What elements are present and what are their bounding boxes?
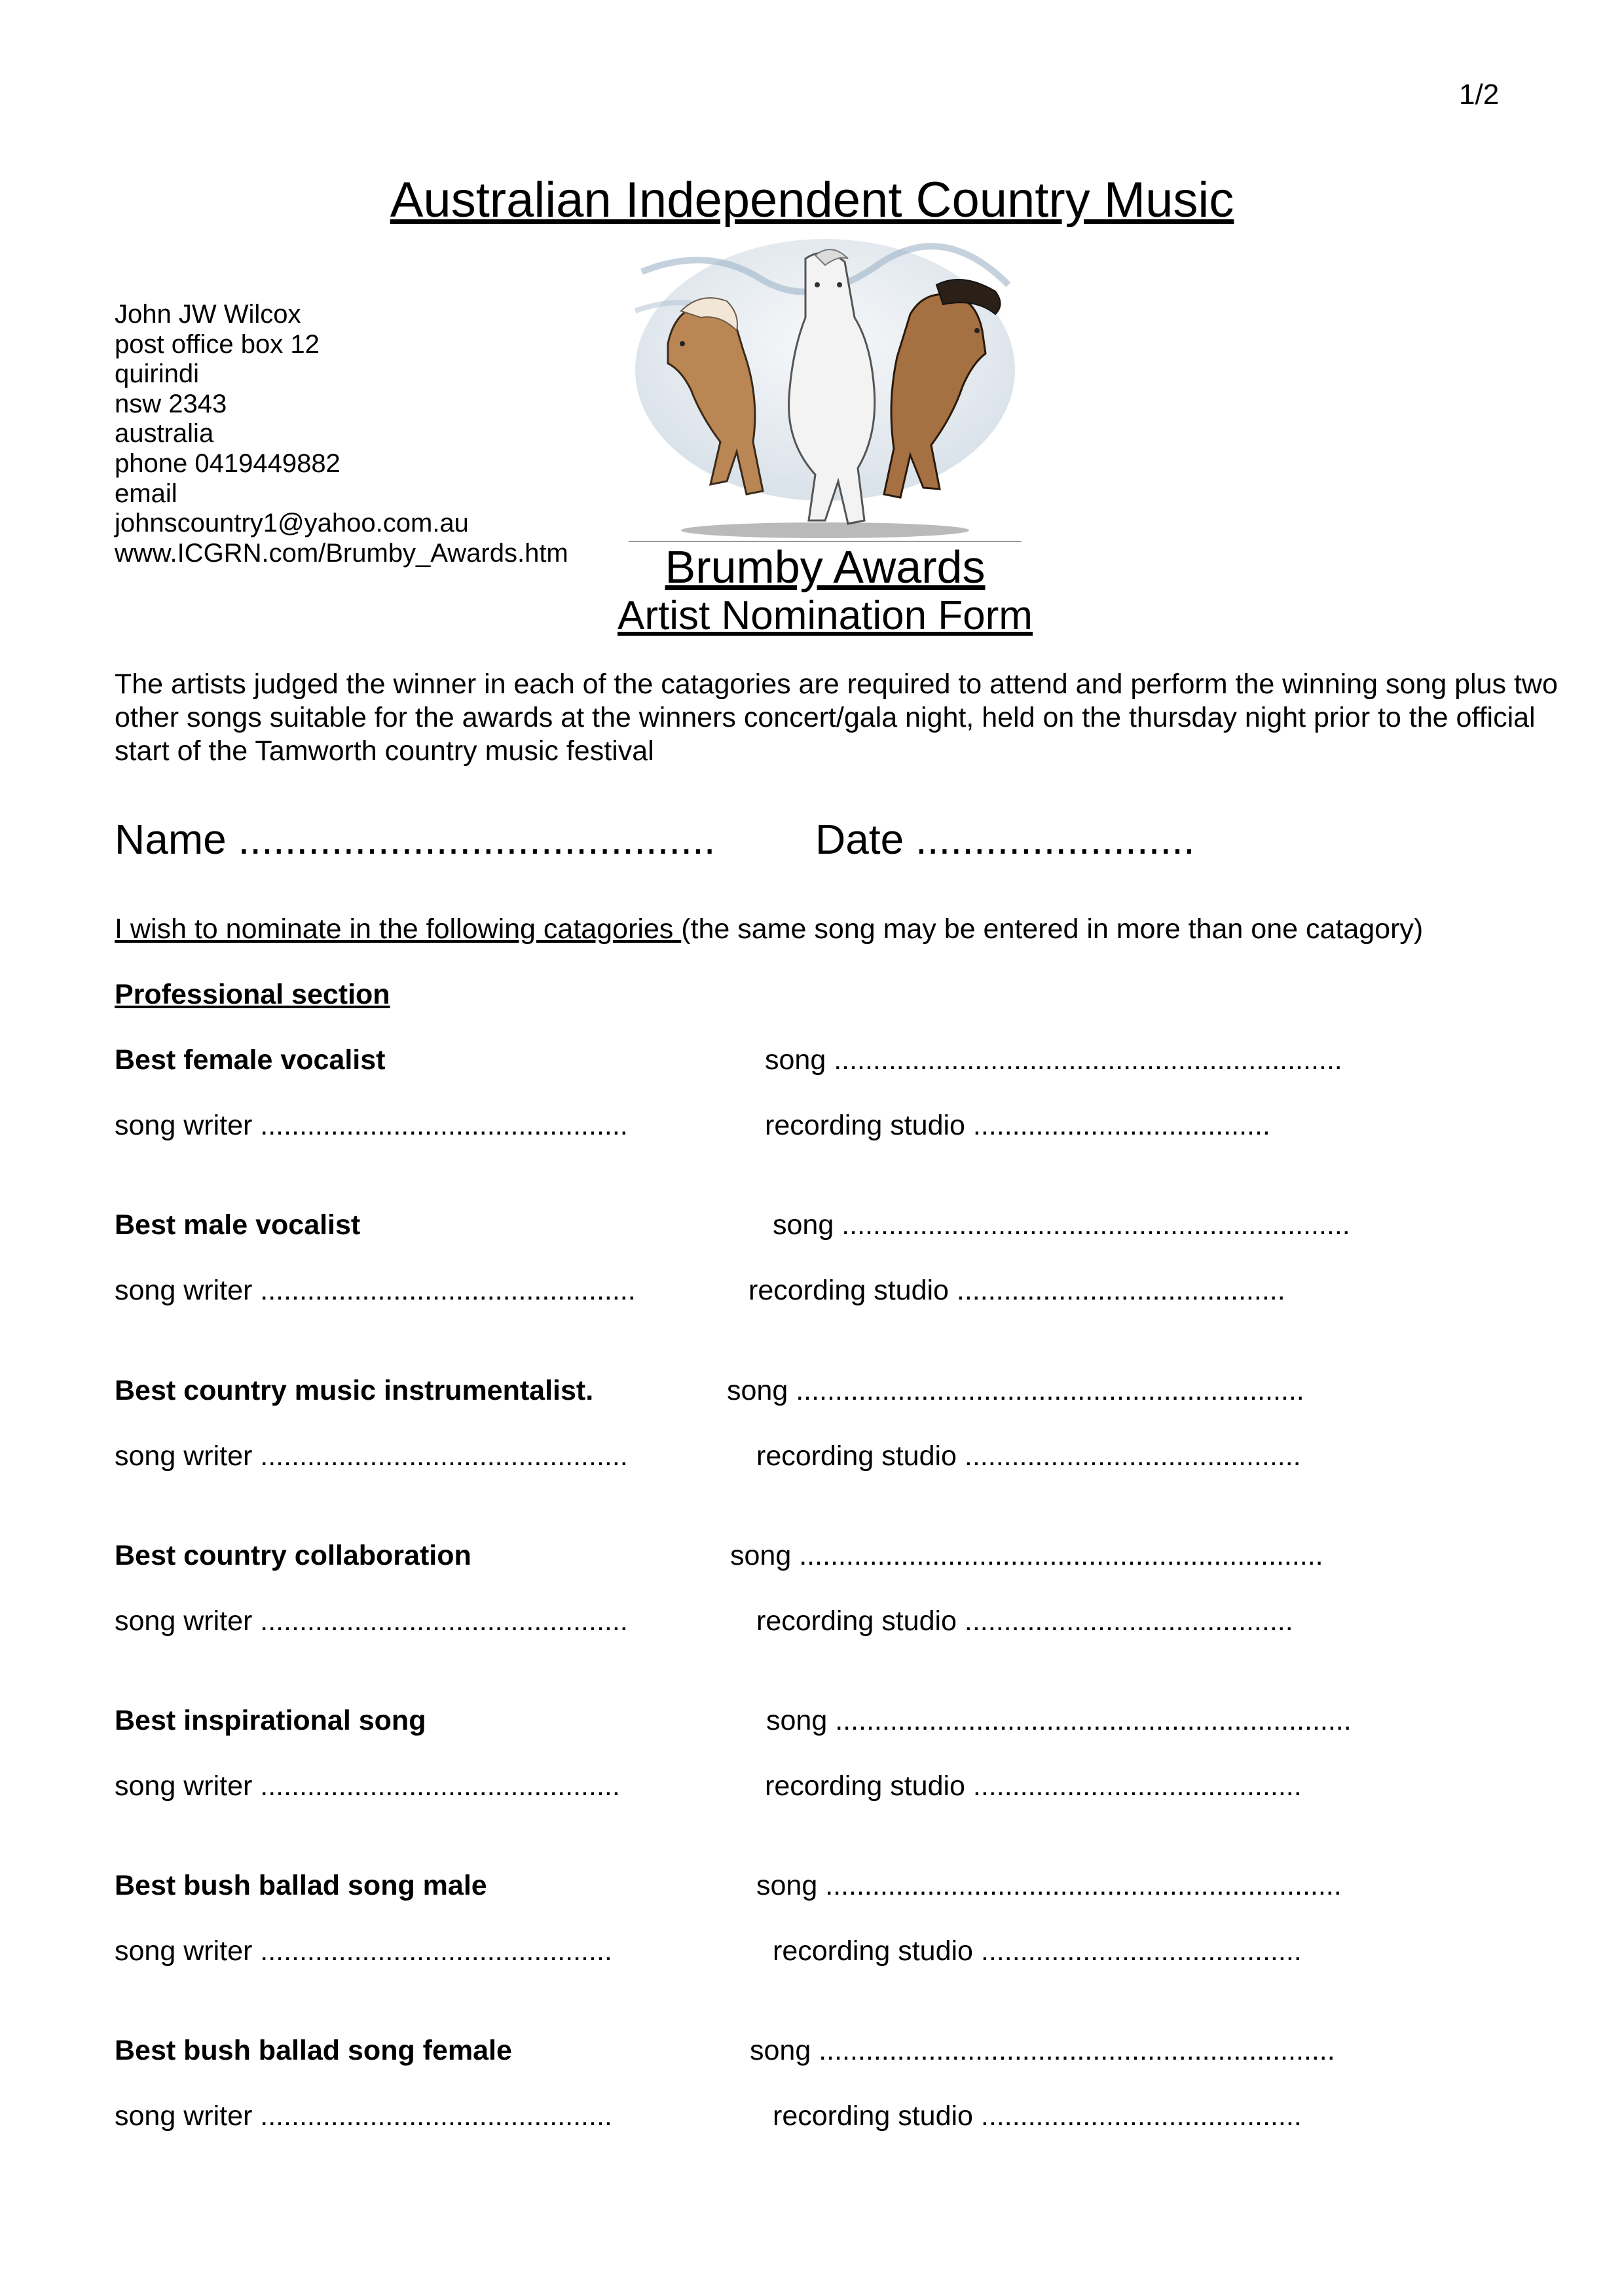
category-title: Best country music instrumentalist. <box>115 1375 594 1406</box>
recording-studio-field[interactable]: recording studio ...................................... <box>765 1110 1270 1141</box>
email-label: email <box>115 479 177 508</box>
song-field[interactable]: song ................................................................. <box>727 1375 1304 1406</box>
category-title: Best female vocalist <box>115 1044 386 1076</box>
recording-studio-field[interactable]: recording studio .......................................... <box>765 1770 1302 1802</box>
category-title: Best bush ballad song female <box>115 2035 512 2066</box>
song-writer-field[interactable]: song writer ............................................... <box>115 1440 628 1472</box>
date-field[interactable]: Date ........................ <box>815 816 1195 863</box>
award-title: Brumby Awards <box>665 541 986 592</box>
category-title: Best bush ballad song male <box>115 1870 487 1901</box>
song-field[interactable]: song ................................................................. <box>773 1209 1350 1241</box>
phone-line: phone 0419449882 <box>115 448 341 478</box>
song-field[interactable]: song .................................................................. <box>766 1705 1352 1736</box>
page-number: 1/2 <box>1459 79 1500 111</box>
intro-paragraph: The artists judged the winner in each of the catagories are required to attend and perform the winning song plus two other songs suitable for the awards at the winners concert/gala night, held on the thursday night prior to the official start of the Tamworth country music festival <box>115 668 1558 767</box>
nominate-instructions <box>115 913 1423 945</box>
song-writer-field[interactable]: song writer ............................................. <box>115 1935 612 1967</box>
nominate-instructions-note: (the same song may be entered in more than one catagory) <box>681 913 1424 945</box>
category-title: Best male vocalist <box>115 1209 361 1241</box>
address-line: John JW Wilcox <box>115 300 301 329</box>
song-writer-field[interactable]: song writer ................................................ <box>115 1275 636 1306</box>
main-title: Australian Independent Country Music <box>390 172 1234 228</box>
website-address: www.ICGRN.com/Brumby_Awards.htm <box>115 538 568 568</box>
song-writer-field[interactable]: song writer ............................................... <box>115 1110 628 1141</box>
recording-studio-field[interactable]: recording studio .......................................... <box>748 1275 1285 1306</box>
recording-studio-field[interactable]: recording studio .......................................... <box>756 1605 1293 1637</box>
song-field[interactable]: song ................................................................... <box>730 1540 1323 1571</box>
song-writer-field[interactable]: song writer ............................................... <box>115 1605 628 1637</box>
recording-studio-field[interactable]: recording studio ......................................... <box>773 1935 1302 1967</box>
song-writer-field[interactable]: song writer ............................................. <box>115 2100 612 2132</box>
email-address: johnscountry1@yahoo.com.au <box>115 509 469 538</box>
address-line: nsw 2343 <box>115 389 227 418</box>
recording-studio-field[interactable]: recording studio ......................................... <box>773 2100 1302 2132</box>
three-horses-illustration-icon <box>629 232 1022 540</box>
form-subtitle: Artist Nomination Form <box>618 593 1033 638</box>
song-field[interactable]: song .................................................................. <box>756 1870 1342 1901</box>
song-field[interactable]: song ................................................................. <box>765 1044 1342 1076</box>
address-line: australia <box>115 419 214 448</box>
address-line: post office box 12 <box>115 329 320 359</box>
nominate-instructions-underlined: I wish to nominate in the following catagories <box>115 913 682 945</box>
address-line: quirindi <box>115 359 199 389</box>
name-field[interactable]: Name ......................................... <box>115 816 716 863</box>
song-writer-field[interactable]: song writer .............................................. <box>115 1770 620 1802</box>
category-title: Best country collaboration <box>115 1540 471 1571</box>
category-title: Best inspirational song <box>115 1705 426 1736</box>
recording-studio-field[interactable]: recording studio ........................................... <box>756 1440 1301 1472</box>
song-field[interactable]: song .................................................................. <box>750 2035 1335 2066</box>
contact-address-block <box>115 300 568 568</box>
section-heading: Professional section <box>115 979 390 1010</box>
